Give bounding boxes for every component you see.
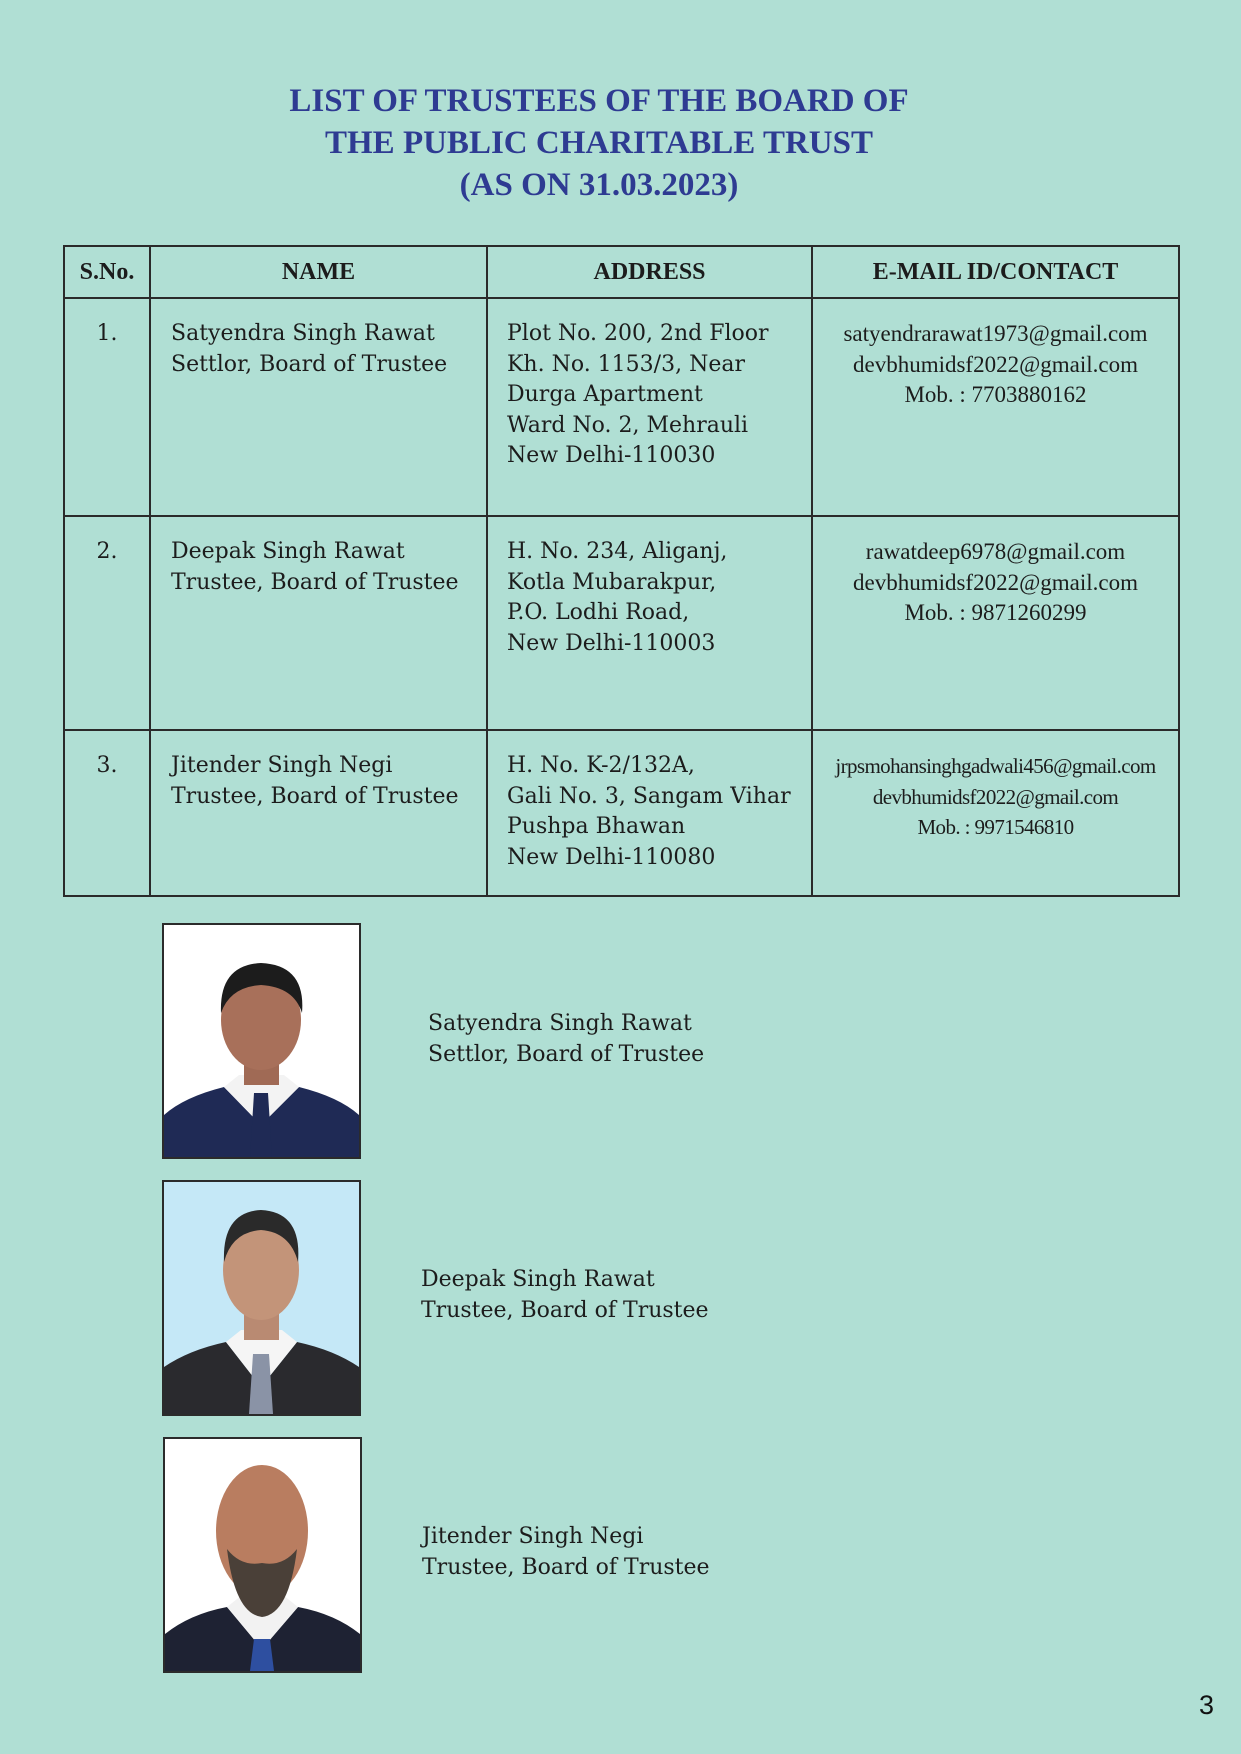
caption-role: Trustee, Board of Trustee	[421, 1298, 709, 1323]
title-line-3: (AS ON 31.03.2023)	[459, 167, 739, 203]
cell-sno: 1.	[64, 298, 150, 516]
email-link[interactable]: devbhumidsf2022@gmail.com	[852, 351, 1138, 377]
cell-name	[150, 730, 487, 896]
address-line: Pushpa Bhawan	[507, 814, 686, 839]
page-number: 3	[1198, 1690, 1214, 1720]
address-line: Kotla Mubarakpur,	[507, 569, 717, 595]
document-title	[0, 80, 1198, 206]
cell-contact	[812, 298, 1179, 516]
header-name: NAME	[150, 246, 487, 298]
address-line: H. No. K-2/132A,	[507, 753, 695, 778]
table-row	[64, 730, 1179, 896]
trustee-caption-3	[422, 1521, 710, 1583]
caption-name: Satyendra Singh Rawat	[428, 1011, 692, 1036]
email-link[interactable]: devbhumidsf2022@gmail.com	[852, 569, 1138, 595]
caption-name: Jitender Singh Negi	[422, 1524, 644, 1549]
trustee-role: Trustee, Board of Trustee	[171, 783, 459, 809]
cell-sno: 2.	[64, 516, 150, 730]
address-line: Ward No. 2, Mehrauli	[507, 412, 749, 438]
title-line-2: THE PUBLIC CHARITABLE TRUST	[325, 125, 873, 161]
caption-role: Settlor, Board of Trustee	[428, 1042, 705, 1067]
table-header-row	[64, 246, 1179, 298]
cell-address	[487, 730, 812, 896]
header-sno: S.No.	[64, 246, 150, 298]
title-line-1: LIST OF TRUSTEES OF THE BOARD OF	[289, 83, 909, 119]
trustee-name: Satyendra Singh Rawat	[171, 321, 435, 346]
caption-name: Deepak Singh Rawat	[421, 1267, 655, 1292]
cell-name	[150, 516, 487, 730]
table-row	[64, 298, 1179, 516]
cell-sno: 3.	[64, 730, 150, 896]
mobile-number: Mob. : 9871260299	[904, 600, 1087, 625]
address-line: New Delhi-110080	[507, 844, 716, 870]
trustee-photo-3	[163, 1437, 362, 1673]
table-row	[64, 516, 1179, 730]
cell-contact	[812, 516, 1179, 730]
trustee-role: Settlor, Board of Trustee	[171, 351, 448, 377]
address-line: Gali No. 3, Sangam Vihar	[507, 783, 791, 809]
email-link[interactable]: devbhumidsf2022@gmail.com	[872, 784, 1119, 809]
cell-contact	[812, 730, 1179, 896]
cell-name	[150, 298, 487, 516]
header-contact: E-MAIL ID/CONTACT	[812, 246, 1179, 298]
mobile-number: Mob. : 9971546810	[917, 815, 1074, 839]
portrait-icon	[164, 1182, 359, 1414]
caption-role: Trustee, Board of Trustee	[422, 1555, 710, 1580]
cell-address	[487, 298, 812, 516]
header-address: ADDRESS	[487, 246, 812, 298]
portrait-icon	[164, 925, 359, 1157]
trustees-table	[63, 245, 1180, 897]
address-line: H. No. 234, Aliganj,	[507, 539, 728, 564]
trustee-role: Trustee, Board of Trustee	[171, 569, 459, 595]
tie-shape	[250, 1639, 274, 1671]
trustee-caption-2	[421, 1264, 709, 1326]
email-link[interactable]: jrpsmohansinghgadwali456@gmail.com	[835, 754, 1156, 778]
address-line: New Delhi-110030	[507, 443, 716, 468]
trustee-name: Deepak Singh Rawat	[171, 539, 405, 564]
email-link[interactable]: rawatdeep6978@gmail.com	[865, 539, 1126, 564]
cell-address	[487, 516, 812, 730]
address-line: Durga Apartment	[507, 382, 703, 407]
portrait-icon	[165, 1439, 360, 1671]
email-link[interactable]: satyendrarawat1973@gmail.com	[843, 321, 1148, 346]
address-line: Plot No. 200, 2nd Floor	[507, 321, 769, 346]
trustee-photo-1	[162, 923, 361, 1159]
mobile-number: Mob. : 7703880162	[904, 382, 1087, 407]
address-line: P.O. Lodhi Road,	[507, 600, 690, 625]
address-line: New Delhi-110003	[507, 630, 716, 656]
trustee-caption-1	[428, 1008, 704, 1070]
trustee-name: Jitender Singh Negi	[171, 753, 393, 778]
trustee-photo-2	[162, 1180, 361, 1416]
tie-shape	[249, 1354, 273, 1414]
address-line: Kh. No. 1153/3, Near	[507, 351, 745, 377]
